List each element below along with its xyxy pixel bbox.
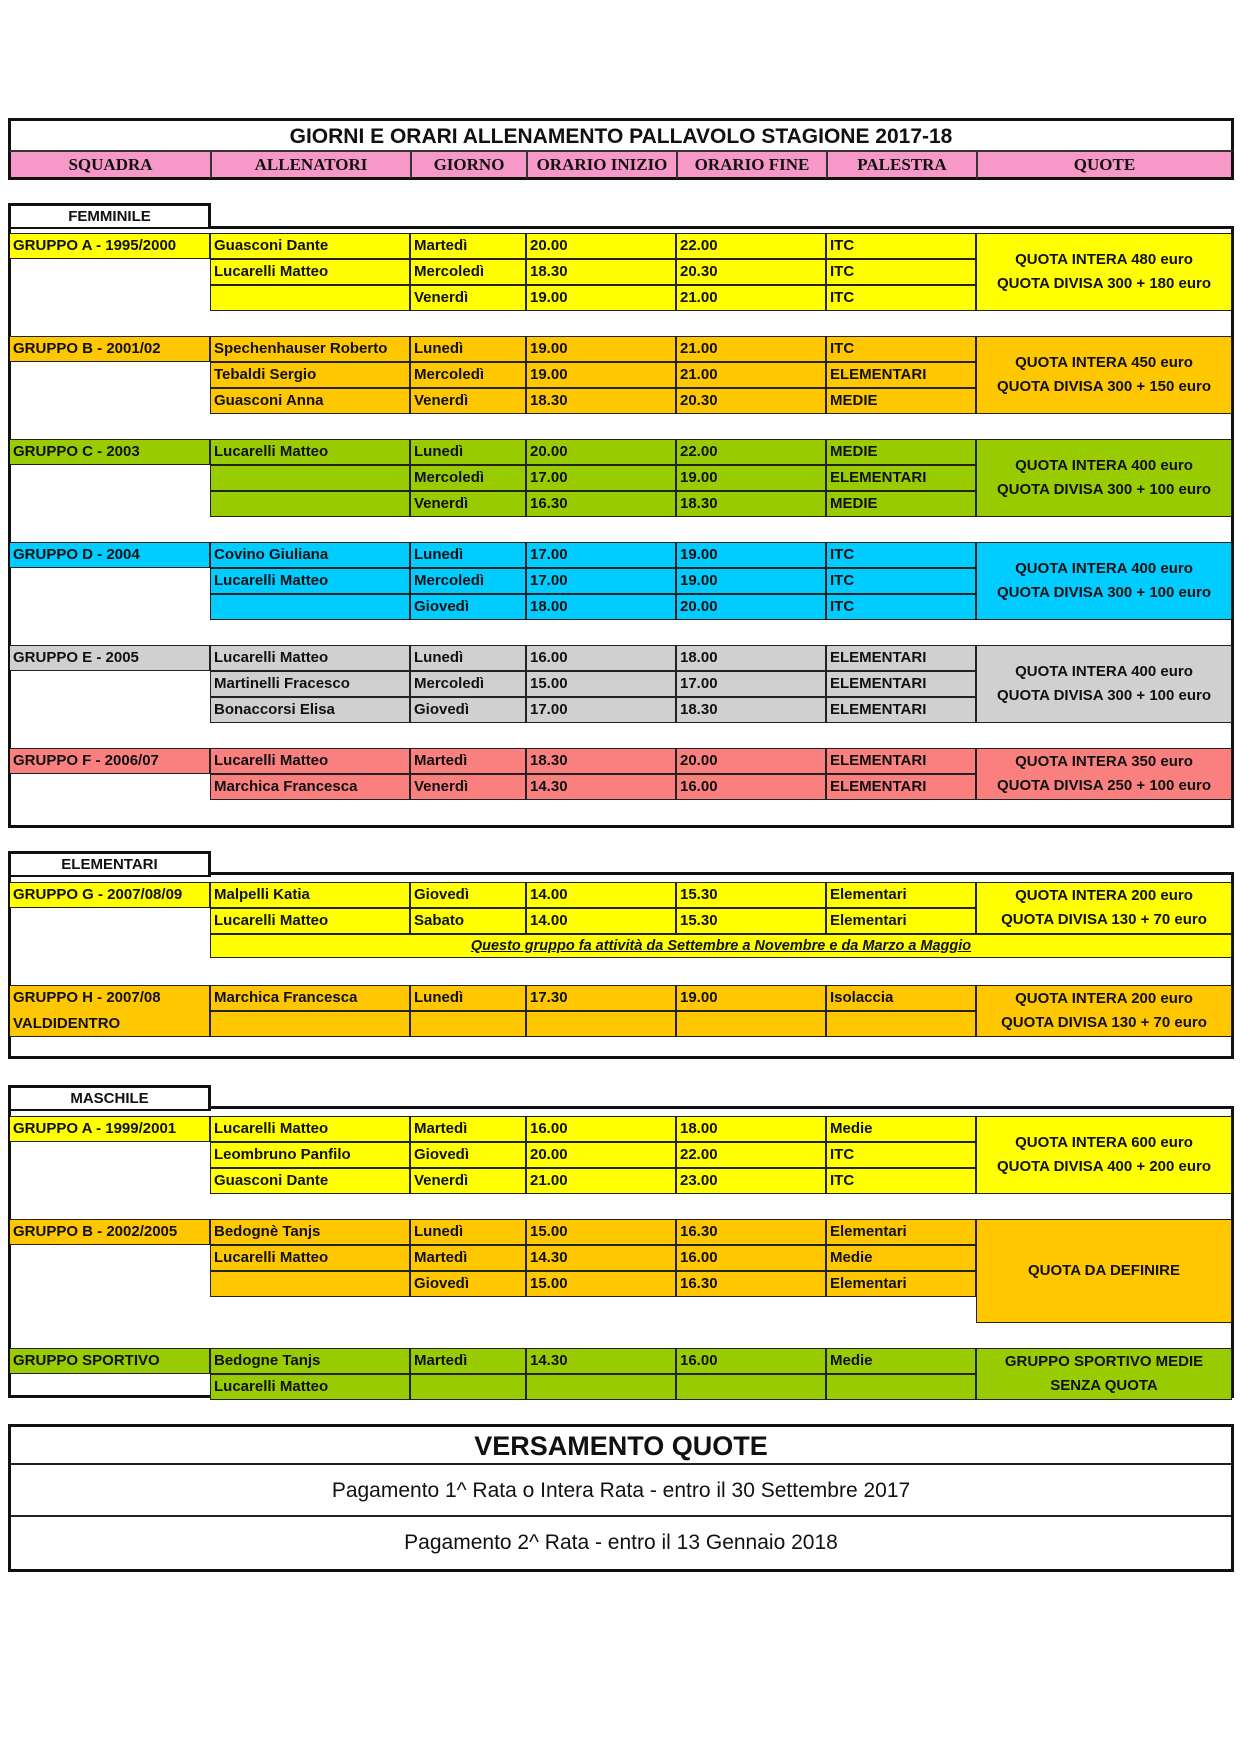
cell-coach (210, 1011, 410, 1037)
cell-day: Mercoledì (410, 465, 526, 491)
cell-end-time (676, 1374, 826, 1400)
cell-gym: MEDIE (826, 491, 976, 517)
cell-gym: Medie (826, 1348, 976, 1374)
column-header-orario-fine: ORARIO FINE (676, 150, 826, 180)
cell-coach: Leombruno Panfilo (210, 1142, 410, 1168)
quota-line: QUOTA DIVISA 130 + 70 euro (1001, 911, 1207, 928)
quota-line: QUOTA DIVISA 300 + 100 euro (996, 584, 1212, 601)
column-header-squadra: SQUADRA (8, 150, 210, 180)
quota-line: QUOTA INTERA 400 euro (1015, 560, 1193, 577)
cell-start-time: 17.00 (526, 568, 676, 594)
cell-day: Giovedì (410, 697, 526, 723)
cell-coach: Bedognè Tanjs (210, 1219, 410, 1245)
cell-coach: Covino Giuliana (210, 542, 410, 568)
cell-end-time: 17.00 (676, 671, 826, 697)
cell-coach: Lucarelli Matteo (210, 259, 410, 285)
cell-gym: ELEMENTARI (826, 697, 976, 723)
cell-coach (210, 594, 410, 620)
cell-gym: ELEMENTARI (826, 671, 976, 697)
cell-start-time: 17.00 (526, 542, 676, 568)
cell-end-time: 21.00 (676, 285, 826, 311)
cell-day: Venerdì (410, 388, 526, 414)
quota-line: QUOTA INTERA 450 euro (1015, 354, 1193, 371)
squad-name-line: GRUPPO A - 1995/2000 (13, 237, 177, 254)
cell-end-time: 18.00 (676, 1116, 826, 1142)
cell-end-time: 16.00 (676, 1348, 826, 1374)
cell-gym: Elementari (826, 908, 976, 934)
cell-start-time: 15.00 (526, 1271, 676, 1297)
cell-gym: ITC (826, 542, 976, 568)
squad-name (10, 645, 210, 671)
cell-end-time: 20.30 (676, 259, 826, 285)
cell-end-time: 22.00 (676, 439, 826, 465)
cell-end-time: 20.00 (676, 594, 826, 620)
squad-name (10, 985, 210, 1037)
cell-gym: ITC (826, 594, 976, 620)
quota-line: SENZA QUOTA (1050, 1377, 1158, 1394)
cell-start-time: 14.00 (526, 882, 676, 908)
cell-start-time: 18.00 (526, 594, 676, 620)
cell-coach: Lucarelli Matteo (210, 439, 410, 465)
section-elementari: ELEMENTARI (8, 851, 211, 877)
versamento-box (8, 1424, 1234, 1572)
cell-gym: MEDIE (826, 388, 976, 414)
squad-name (10, 336, 210, 362)
cell-start-time: 15.00 (526, 671, 676, 697)
quota-cell (976, 748, 1232, 800)
cell-coach: Lucarelli Matteo (210, 748, 410, 774)
cell-start-time: 17.30 (526, 985, 676, 1011)
quota-cell (976, 1219, 1232, 1323)
cell-start-time: 18.30 (526, 259, 676, 285)
cell-coach: Lucarelli Matteo (210, 908, 410, 934)
cell-day: Lunedì (410, 542, 526, 568)
cell-day: Mercoledì (410, 259, 526, 285)
squad-name-line: GRUPPO F - 2006/07 (13, 752, 159, 769)
cell-gym: ITC (826, 568, 976, 594)
squad-name (10, 233, 210, 259)
quota-cell (976, 542, 1232, 620)
squad-name-line: GRUPPO B - 2002/2005 (13, 1223, 178, 1240)
column-header-giorno: GIORNO (410, 150, 526, 180)
cell-gym: ITC (826, 336, 976, 362)
cell-start-time: 19.00 (526, 362, 676, 388)
cell-coach: Marchica Francesca (210, 985, 410, 1011)
squad-name (10, 1116, 210, 1142)
cell-coach (210, 465, 410, 491)
squad-name-line: GRUPPO B - 2001/02 (13, 340, 161, 357)
cell-start-time: 16.00 (526, 1116, 676, 1142)
quota-line: QUOTA DIVISA 250 + 100 euro (996, 777, 1212, 794)
cell-end-time: 19.00 (676, 568, 826, 594)
cell-end-time: 21.00 (676, 362, 826, 388)
cell-start-time: 14.30 (526, 1348, 676, 1374)
squad-name-line: GRUPPO SPORTIVO (13, 1352, 160, 1369)
cell-coach: Lucarelli Matteo (210, 645, 410, 671)
cell-gym: ELEMENTARI (826, 748, 976, 774)
cell-gym: Elementari (826, 882, 976, 908)
cell-start-time: 14.30 (526, 1245, 676, 1271)
quota-cell (976, 1348, 1232, 1400)
cell-day: Mercoledì (410, 362, 526, 388)
cell-start-time: 18.30 (526, 748, 676, 774)
section-maschile: MASCHILE (8, 1085, 211, 1111)
cell-end-time: 19.00 (676, 465, 826, 491)
section-rule (208, 872, 1234, 875)
cell-start-time: 14.30 (526, 774, 676, 800)
quota-cell (976, 439, 1232, 517)
versamento-line-1: Pagamento 1^ Rata o Intera Rata - entro il 30 Settembre 2017 (11, 1465, 1231, 1517)
squad-name (10, 1219, 210, 1245)
squad-name-line: GRUPPO D - 2004 (13, 546, 140, 563)
cell-end-time: 22.00 (676, 1142, 826, 1168)
quota-line: QUOTA INTERA 600 euro (1015, 1134, 1193, 1151)
column-header-quote: QUOTE (976, 150, 1234, 180)
squad-name-line: GRUPPO E - 2005 (13, 649, 139, 666)
cell-day: Venerdì (410, 491, 526, 517)
column-header-orario-inizio: ORARIO INIZIO (526, 150, 676, 180)
squad-name-line: GRUPPO G - 2007/08/09 (13, 886, 183, 903)
cell-coach: Spechenhauser Roberto (210, 336, 410, 362)
cell-day: Sabato (410, 908, 526, 934)
cell-start-time: 20.00 (526, 439, 676, 465)
cell-gym: ITC (826, 1142, 976, 1168)
cell-gym: ITC (826, 1168, 976, 1194)
cell-start-time: 16.30 (526, 491, 676, 517)
quota-line: QUOTA INTERA 200 euro (1015, 990, 1193, 1007)
squad-name-line: VALDIDENTRO (13, 1015, 121, 1032)
cell-gym: ITC (826, 259, 976, 285)
section-rule (208, 226, 1234, 229)
cell-coach: Lucarelli Matteo (210, 568, 410, 594)
cell-coach: Tebaldi Sergio (210, 362, 410, 388)
squad-name-line: GRUPPO H - 2007/08 (13, 989, 161, 1006)
quota-cell (976, 882, 1232, 934)
cell-start-time (526, 1374, 676, 1400)
quota-line: GRUPPO SPORTIVO MEDIE (1004, 1353, 1204, 1370)
quota-line: QUOTA INTERA 480 euro (1015, 251, 1193, 268)
quota-cell (976, 1116, 1232, 1194)
squad-name (10, 439, 210, 465)
page-title: GIORNI E ORARI ALLENAMENTO PALLAVOLO STAGIONE 2017-18 (8, 118, 1234, 152)
cell-end-time: 15.30 (676, 882, 826, 908)
cell-coach (210, 491, 410, 517)
cell-coach: Guasconi Dante (210, 233, 410, 259)
cell-end-time: 21.00 (676, 336, 826, 362)
cell-coach: Malpelli Katia (210, 882, 410, 908)
column-header-allenatori: ALLENATORI (210, 150, 410, 180)
cell-end-time: 16.30 (676, 1219, 826, 1245)
cell-coach: Lucarelli Matteo (210, 1374, 410, 1400)
cell-coach (210, 285, 410, 311)
cell-day: Giovedì (410, 882, 526, 908)
versamento-title: VERSAMENTO QUOTE (11, 1427, 1231, 1465)
cell-gym (826, 1374, 976, 1400)
cell-start-time: 16.00 (526, 645, 676, 671)
cell-coach: Lucarelli Matteo (210, 1245, 410, 1271)
quota-line: QUOTA INTERA 350 euro (1015, 753, 1193, 770)
cell-start-time: 14.00 (526, 908, 676, 934)
cell-day (410, 1011, 526, 1037)
cell-start-time: 17.00 (526, 697, 676, 723)
cell-end-time: 16.00 (676, 774, 826, 800)
femminile-frame (8, 228, 1234, 828)
cell-start-time: 19.00 (526, 336, 676, 362)
cell-day: Venerdì (410, 1168, 526, 1194)
cell-coach: Bedogne Tanjs (210, 1348, 410, 1374)
cell-gym: ELEMENTARI (826, 465, 976, 491)
versamento-line-2: Pagamento 2^ Rata - entro il 13 Gennaio 2018 (404, 1531, 838, 1554)
quota-cell (976, 645, 1232, 723)
cell-day: Giovedì (410, 594, 526, 620)
cell-gym: Elementari (826, 1219, 976, 1245)
cell-gym: ELEMENTARI (826, 362, 976, 388)
quota-line: QUOTA DIVISA 130 + 70 euro (1001, 1014, 1207, 1031)
cell-day: Martedì (410, 1245, 526, 1271)
cell-end-time: 19.00 (676, 985, 826, 1011)
cell-start-time: 19.00 (526, 285, 676, 311)
cell-day: Mercoledì (410, 671, 526, 697)
cell-gym: ITC (826, 285, 976, 311)
cell-day: Lunedì (410, 985, 526, 1011)
cell-start-time: 21.00 (526, 1168, 676, 1194)
squad-name-line: GRUPPO C - 2003 (13, 443, 140, 460)
cell-end-time: 16.30 (676, 1271, 826, 1297)
squad-name-line: GRUPPO A - 1999/2001 (13, 1120, 177, 1137)
cell-day: Lunedì (410, 336, 526, 362)
quota-line: QUOTA DIVISA 400 + 200 euro (996, 1158, 1212, 1175)
cell-gym: MEDIE (826, 439, 976, 465)
section-rule (208, 1106, 1234, 1109)
cell-start-time: 17.00 (526, 465, 676, 491)
cell-coach: Bonaccorsi Elisa (210, 697, 410, 723)
cell-day: Venerdì (410, 285, 526, 311)
cell-gym: ELEMENTARI (826, 645, 976, 671)
cell-end-time: 19.00 (676, 542, 826, 568)
cell-end-time: 18.30 (676, 697, 826, 723)
cell-coach (210, 1271, 410, 1297)
cell-day (410, 1374, 526, 1400)
cell-end-time: 20.00 (676, 748, 826, 774)
cell-gym: ITC (826, 233, 976, 259)
squad-name (10, 882, 210, 908)
cell-end-time: 15.30 (676, 908, 826, 934)
cell-gym: Elementari (826, 1271, 976, 1297)
cell-day: Giovedì (410, 1271, 526, 1297)
cell-gym: Medie (826, 1245, 976, 1271)
cell-day: Venerdì (410, 774, 526, 800)
quota-line: QUOTA DIVISA 300 + 180 euro (996, 275, 1212, 292)
cell-day: Martedì (410, 748, 526, 774)
cell-day: Martedì (410, 1348, 526, 1374)
quota-cell (976, 336, 1232, 414)
cell-end-time: 22.00 (676, 233, 826, 259)
cell-day: Giovedì (410, 1142, 526, 1168)
cell-coach: Guasconi Anna (210, 388, 410, 414)
quota-line: QUOTA DIVISA 300 + 150 euro (996, 378, 1212, 395)
column-header-palestra: PALESTRA (826, 150, 976, 180)
cell-start-time: 20.00 (526, 1142, 676, 1168)
cell-coach: Marchica Francesca (210, 774, 410, 800)
cell-gym: Medie (826, 1116, 976, 1142)
cell-coach: Guasconi Dante (210, 1168, 410, 1194)
cell-day: Mercoledì (410, 568, 526, 594)
cell-end-time: 18.30 (676, 491, 826, 517)
cell-end-time: 20.30 (676, 388, 826, 414)
cell-day: Lunedì (410, 645, 526, 671)
cell-gym (826, 1011, 976, 1037)
cell-start-time (526, 1011, 676, 1037)
cell-gym: Isolaccia (826, 985, 976, 1011)
squad-name (10, 1348, 210, 1374)
quota-line: QUOTA DA DEFINIRE (1028, 1262, 1180, 1279)
cell-end-time (676, 1011, 826, 1037)
group-note: Questo gruppo fa attività da Settembre a Novembre e da Marzo a Maggio (210, 934, 1232, 958)
cell-gym: ELEMENTARI (826, 774, 976, 800)
cell-coach: Martinelli Fracesco (210, 671, 410, 697)
cell-day: Martedì (410, 1116, 526, 1142)
cell-end-time: 23.00 (676, 1168, 826, 1194)
cell-start-time: 20.00 (526, 233, 676, 259)
squad-name (10, 542, 210, 568)
cell-end-time: 16.00 (676, 1245, 826, 1271)
squad-name (10, 748, 210, 774)
cell-end-time: 18.00 (676, 645, 826, 671)
cell-day: Lunedì (410, 439, 526, 465)
section-femminile: FEMMINILE (8, 203, 211, 229)
cell-day: Martedì (410, 233, 526, 259)
cell-start-time: 18.30 (526, 388, 676, 414)
quota-line: QUOTA INTERA 200 euro (1015, 887, 1193, 904)
quota-line: QUOTA INTERA 400 euro (1015, 663, 1193, 680)
quota-cell (976, 233, 1232, 311)
quota-line: QUOTA DIVISA 300 + 100 euro (996, 687, 1212, 704)
quota-cell (976, 985, 1232, 1037)
cell-coach: Lucarelli Matteo (210, 1116, 410, 1142)
cell-start-time: 15.00 (526, 1219, 676, 1245)
quota-line: QUOTA DIVISA 300 + 100 euro (996, 481, 1212, 498)
quota-line: QUOTA INTERA 400 euro (1015, 457, 1193, 474)
cell-day: Lunedì (410, 1219, 526, 1245)
